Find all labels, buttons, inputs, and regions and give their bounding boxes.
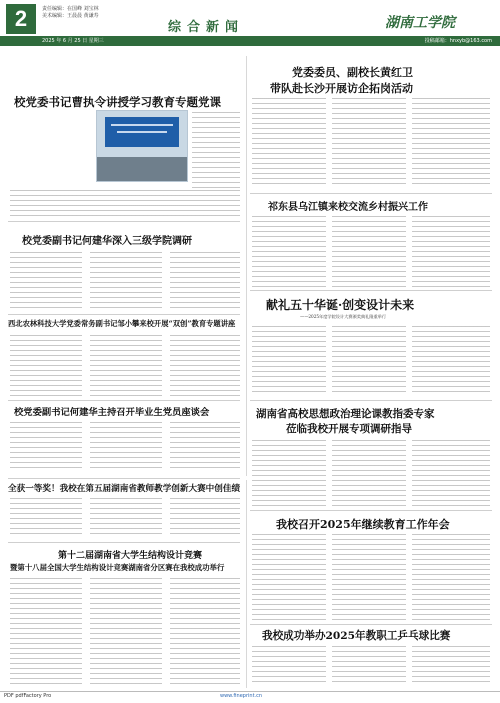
article-b1-col-2 <box>332 98 406 188</box>
article-title-b1-line2: 带队赴长沙开展访企拓岗活动 <box>270 82 413 95</box>
article-6-col-3 <box>170 578 240 686</box>
article-b3-col-1 <box>252 326 326 396</box>
article-title-2: 校党委副书记何建华深入三级学院调研 <box>22 236 192 247</box>
section-title: 综合新闻 <box>168 20 245 35</box>
article-title-b5: 我校召开2025年继续教育工作年会 <box>276 518 450 531</box>
article-title-b1-line1: 党委委员、副校长黄红卫 <box>292 66 413 79</box>
article-title-b2: 祁东县乌江镇来校交流乡村振兴工作 <box>268 202 428 213</box>
article-5-col-2 <box>90 498 162 538</box>
article-3-col-1 <box>10 335 82 397</box>
article-4-col-1 <box>10 422 82 472</box>
article-3-col-2 <box>90 335 162 397</box>
article-6-col-2 <box>90 578 162 686</box>
article-b6-col-1 <box>252 646 326 686</box>
article-b1-col-3 <box>412 98 490 188</box>
article-2-col-1 <box>10 252 82 310</box>
article-2-col-2 <box>90 252 162 310</box>
pdf-watermark: PDF pdfFactory Pro <box>4 693 52 699</box>
article-b5-col-2 <box>332 534 406 620</box>
article-1-body <box>10 190 240 218</box>
article-4-col-2 <box>90 422 162 472</box>
article-b6-col-2 <box>332 646 406 686</box>
article-title-3: 西北农林科技大学党委常务副书记邹小攀来校开展“双创”教育专题讲座 <box>8 319 236 328</box>
designer-line: 美术编辑：王晨晨 黄谦寿 <box>42 13 99 19</box>
contact-email: 投稿邮箱：hnxyb@163.com <box>424 38 492 44</box>
article-title-1: 校党委书记曹执令讲授学习教育专题党课 <box>14 95 221 109</box>
audience <box>97 157 187 181</box>
article-5-col-3 <box>170 498 240 538</box>
article-b1-col-1 <box>252 98 326 188</box>
article-b6-col-3 <box>412 646 490 686</box>
article-b3-col-2 <box>332 326 406 396</box>
article-1-text <box>192 112 240 188</box>
article-2-col-3 <box>170 252 240 310</box>
article-title-b3: 献礼五十华诞·创变设计未来 <box>266 298 415 312</box>
article-title-b6: 我校成功举办2025年教职工乒乓球比赛 <box>262 630 451 642</box>
lecture-photo <box>96 110 188 182</box>
editor-line: 责任编辑：在国峰 刘宝林 <box>42 6 99 12</box>
article-5-col-1 <box>10 498 82 538</box>
issue-date: 2025 年 6 月 25 日 星期三 <box>42 38 104 44</box>
article-b3-col-3 <box>412 326 490 396</box>
article-subtitle-b3: ——2025年度学院设计大赛颁奖典礼隆重举行 <box>300 314 387 319</box>
article-b2-col-2 <box>332 216 406 288</box>
article-4-col-3 <box>170 422 240 472</box>
article-title-b4-line2: 莅临我校开展专项调研指导 <box>286 423 412 435</box>
article-b2-col-1 <box>252 216 326 288</box>
article-b4-col-2 <box>332 440 406 506</box>
article-title-6-line1: 第十二届湖南省大学生结构设计竞赛 <box>58 551 203 561</box>
article-title-b4-line1: 湖南省高校思想政治理论课教指委专家 <box>256 408 435 420</box>
newspaper-masthead: 湖南工学院 <box>385 15 455 31</box>
article-b4-col-3 <box>412 440 490 506</box>
article-b5-col-3 <box>412 534 490 620</box>
article-b5-col-1 <box>252 534 326 620</box>
page-number: 2 <box>6 4 36 34</box>
article-title-4: 校党委副书记何建华主持召开毕业生党员座谈会 <box>14 407 210 418</box>
article-3-col-3 <box>170 335 240 397</box>
article-6-col-1 <box>10 578 82 686</box>
article-b4-col-1 <box>252 440 326 506</box>
article-b2-col-3 <box>412 216 490 288</box>
article-title-6-line2: 暨第十八届全国大学生结构设计竞赛湖南省分区赛在我校成功举行 <box>10 563 225 572</box>
article-title-5: 全获一等奖！我校在第五届湖南省教师教学创新大赛中创佳绩 <box>8 484 241 494</box>
footer-link[interactable]: www.fineprint.cn <box>220 693 263 699</box>
